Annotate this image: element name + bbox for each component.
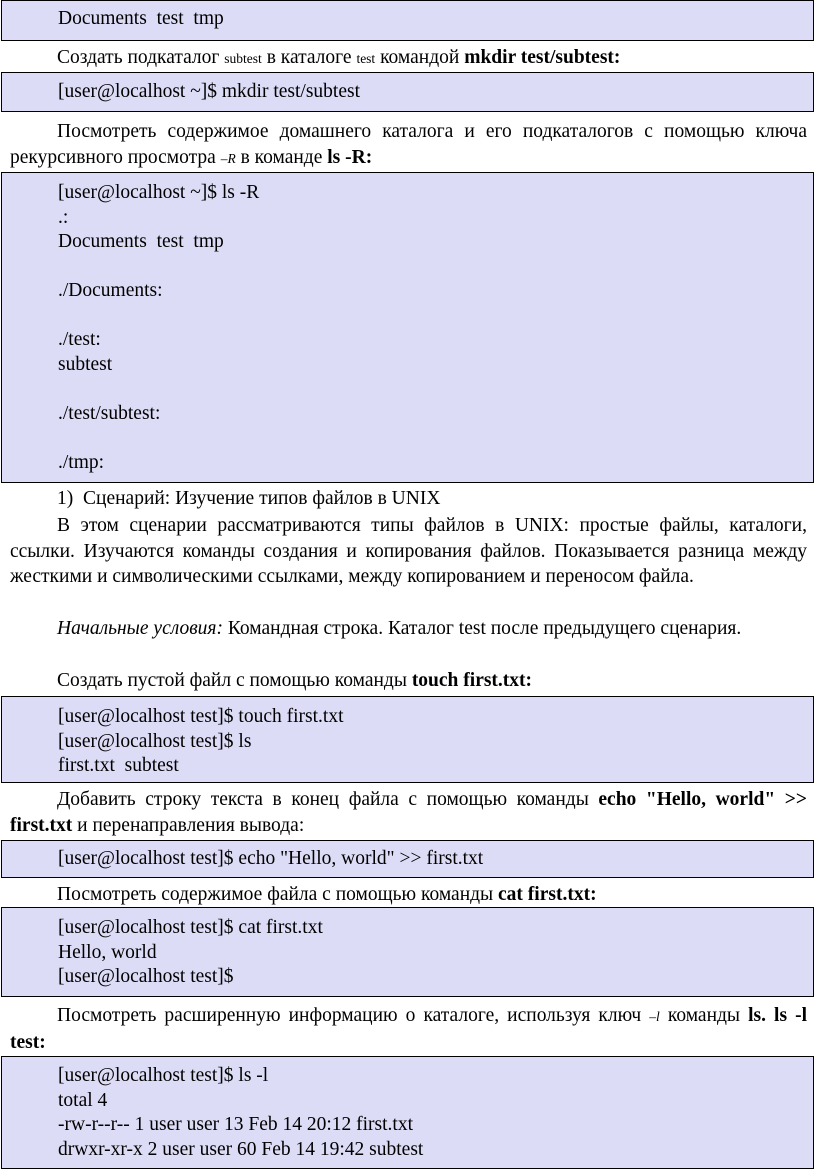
code-line: .: <box>58 206 69 228</box>
code-line: -rw-r--r-- 1 user user 13 Feb 14 20:12 first.txt <box>58 1114 414 1135</box>
code-box-ls-recursive <box>1 172 814 483</box>
code-line: Documents test tmp <box>58 231 224 252</box>
text: Командная строка. Каталог test после предыдущего сценария. <box>223 618 742 639</box>
paragraph-scenario-description: В этом сценарии рассматриваются типы файлов в UNIX: простые файлы, каталоги, ссылки. Изучаются команды создания и копирования файлов. Показывается разница между жесткими и символическими ссылками, между копированием и переносом файла. <box>10 515 807 587</box>
text: Добавить строку текста в конец файла с помощью команды <box>57 789 599 810</box>
paragraph-mkdir <box>0 41 816 71</box>
text: и перенаправления вывода: <box>72 814 305 836</box>
inline-arg: subtest <box>224 51 262 66</box>
code-line <box>58 377 805 402</box>
paragraph-cat <box>0 878 816 905</box>
inline-key: –l <box>649 1009 660 1024</box>
code-line: first.txt subtest <box>58 755 179 776</box>
paragraph-ls-long <box>0 997 816 1054</box>
text: в команде <box>235 146 328 168</box>
code-line: Documents test tmp <box>58 8 224 29</box>
text: Посмотреть содержимое файла с помощью команды <box>57 884 499 905</box>
inline-command: touch first.txt: <box>411 670 533 691</box>
text: Посмотреть расширенную информацию о каталоге, используя ключ <box>57 1005 650 1026</box>
conditions-label: Начальные условия: <box>57 618 223 639</box>
code-line <box>58 426 805 451</box>
code-line: [user@localhost test]$ ls -l <box>58 1065 269 1086</box>
inline-command: cat first.txt: <box>498 884 597 905</box>
inline-command: ls -R: <box>327 146 373 168</box>
text: Посмотреть содержимое домашнего каталога и его подкаталогов с помощью ключа рекурсивного просмотра <box>10 121 807 168</box>
code-line: [user@localhost ~]$ ls -R <box>58 182 260 203</box>
code-line: [user@localhost test]$ touch first.txt <box>58 706 344 727</box>
code-line <box>58 255 805 280</box>
list-number: 1) <box>57 488 74 509</box>
text: Создать пустой файл с помощью команды <box>57 670 412 691</box>
code-line: drwxr-xr-x 2 user user 60 Feb 14 19:42 subtest <box>58 1138 424 1160</box>
text: Создать подкаталог <box>57 47 225 68</box>
code-line: ./test: <box>58 329 101 350</box>
code-line: ./tmp: <box>58 451 105 473</box>
inline-command: mkdir test/subtest: <box>464 47 621 68</box>
paragraph-echo <box>0 783 816 839</box>
code-line: [user@localhost test]$ cat first.txt <box>58 917 323 938</box>
scenario-heading <box>0 483 816 511</box>
code-box-ls-long <box>1 1056 814 1169</box>
text: командой <box>375 47 465 68</box>
code-box-ls-output <box>1 0 814 41</box>
code-line: [user@localhost test]$ echo "Hello, world" >> first.txt <box>58 848 484 869</box>
text: команды <box>659 1005 749 1026</box>
text: в каталоге <box>261 47 357 68</box>
code-box-echo <box>1 840 814 878</box>
code-line: [user@localhost ~]$ mkdir test/subtest <box>58 81 361 102</box>
code-line: subtest <box>58 353 113 375</box>
code-line: ./test/subtest: <box>58 402 161 424</box>
code-line: ./Documents: <box>58 280 163 301</box>
scenario-title: Сценарий: Изучение типов файлов в UNIX <box>83 488 441 509</box>
paragraph-touch <box>0 668 816 694</box>
code-box-mkdir <box>1 72 814 112</box>
code-box-cat <box>1 907 814 997</box>
inline-arg: test <box>356 51 376 66</box>
inline-key: –R <box>220 150 236 166</box>
inline-command: echo "Hello, world" >> first.txt <box>10 789 807 836</box>
paragraph-ls-recursive <box>0 112 816 169</box>
code-line: total 4 <box>58 1089 108 1111</box>
inline-command: ls. ls -l test: <box>10 1005 807 1053</box>
code-line: Hello, world <box>58 941 157 963</box>
code-line: [user@localhost test]$ ls <box>58 730 252 752</box>
code-line <box>58 304 805 329</box>
paragraph-initial-conditions <box>0 616 816 668</box>
code-box-touch <box>1 696 814 783</box>
code-line: [user@localhost test]$ <box>58 966 234 987</box>
